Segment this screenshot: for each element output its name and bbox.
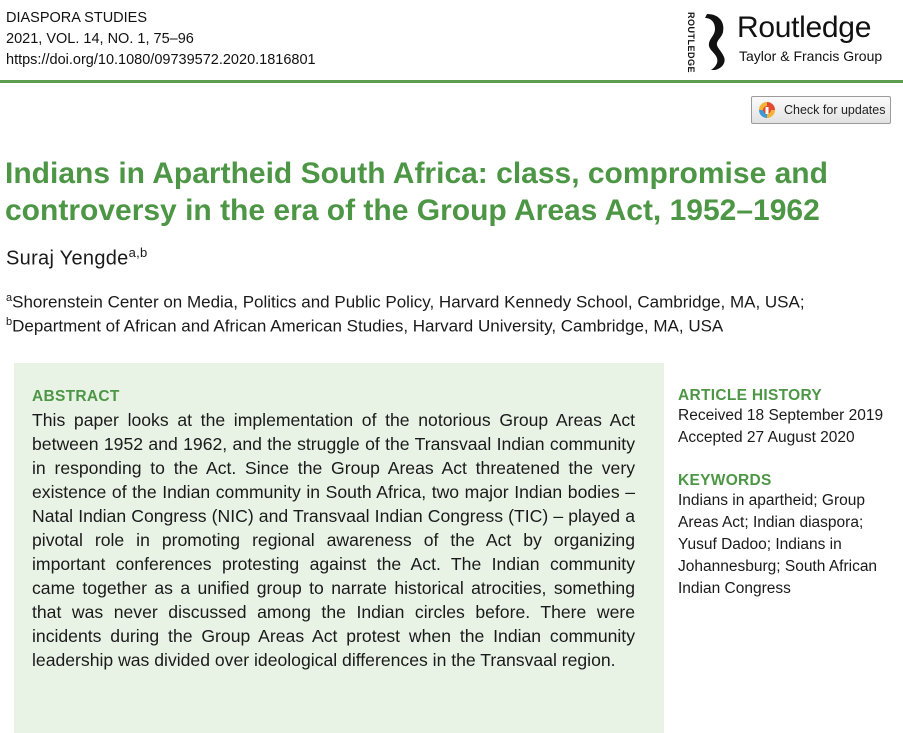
journal-issue: 2021, VOL. 14, NO. 1, 75–96 bbox=[6, 31, 194, 47]
abstract-heading: ABSTRACT bbox=[32, 388, 120, 405]
publisher-group: Taylor & Francis Group bbox=[739, 48, 883, 64]
crossmark-icon bbox=[758, 101, 776, 119]
keywords-text: Indians in apartheid; Group Areas Act; Indian diaspora; Yusuf Dadoo; Indians in Johannesburg; South African Indian Congress bbox=[678, 492, 878, 597]
author-affiliation-marks: a,b bbox=[128, 245, 148, 260]
check-updates-label: Check for updates bbox=[784, 103, 886, 117]
publisher-name: Routledge bbox=[737, 11, 872, 44]
article-title: Indians in Apartheid South Africa: class, compromise and controversy in the era of the Group Areas Act, 1952–1962 bbox=[5, 157, 828, 227]
author-name: Suraj Yengde bbox=[6, 247, 129, 270]
keywords-section bbox=[678, 472, 898, 600]
journal-name: DIASPORA STUDIES bbox=[6, 10, 148, 26]
affiliation-a bbox=[6, 292, 805, 313]
author bbox=[6, 245, 148, 271]
journal-info bbox=[6, 8, 316, 71]
publisher-vertical-text: ROUTLEDGE bbox=[686, 12, 696, 74]
journal-doi[interactable]: https://doi.org/10.1080/09739572.2020.1816801 bbox=[6, 52, 316, 68]
abstract-panel bbox=[14, 363, 664, 733]
affiliation-mark-b: b bbox=[6, 316, 13, 328]
publisher-logo bbox=[683, 8, 898, 72]
article-history bbox=[678, 387, 898, 449]
affiliation-text-a: Shorenstein Center on Media, Politics and Public Policy, Harvard Kennedy School, Cambridge, MA, USA; bbox=[12, 292, 805, 312]
history-received: Received 18 September 2019 bbox=[678, 407, 884, 424]
affiliation-text-b: Department of African and African American Studies, Harvard University, Cambridge, MA, USA bbox=[12, 316, 724, 336]
history-heading: ARTICLE HISTORY bbox=[678, 387, 823, 404]
affiliation-mark-a: a bbox=[6, 292, 13, 304]
routledge-head-icon bbox=[697, 12, 729, 72]
keywords-heading: KEYWORDS bbox=[678, 472, 772, 489]
affiliation-b bbox=[6, 316, 723, 337]
history-accepted: Accepted 27 August 2020 bbox=[678, 429, 855, 446]
header-divider bbox=[0, 80, 903, 83]
check-updates-button[interactable] bbox=[751, 96, 891, 124]
abstract-text: This paper looks at the implementation of the notorious Group Areas Act between 1952 and 1962, and the struggle of the Transvaal Indian community in responding to the Act. Since the Group Areas Act threatened the very existence of the Indian community in South Africa, two major Indian bodies – Natal Indian Congress (NIC) and Transvaal Indian Congress (TIC) – played a pivotal role in promoting regional awareness of the Act by organizing important conferences protesting against the Act. The Indian community came together as a unified group to narrate historical atrocities, something that was never discussed among the Indian circles before. There were incidents during the Group Areas Act protest when the Indian community leadership was divided over ideological differences in the Transvaal region. bbox=[32, 410, 635, 670]
